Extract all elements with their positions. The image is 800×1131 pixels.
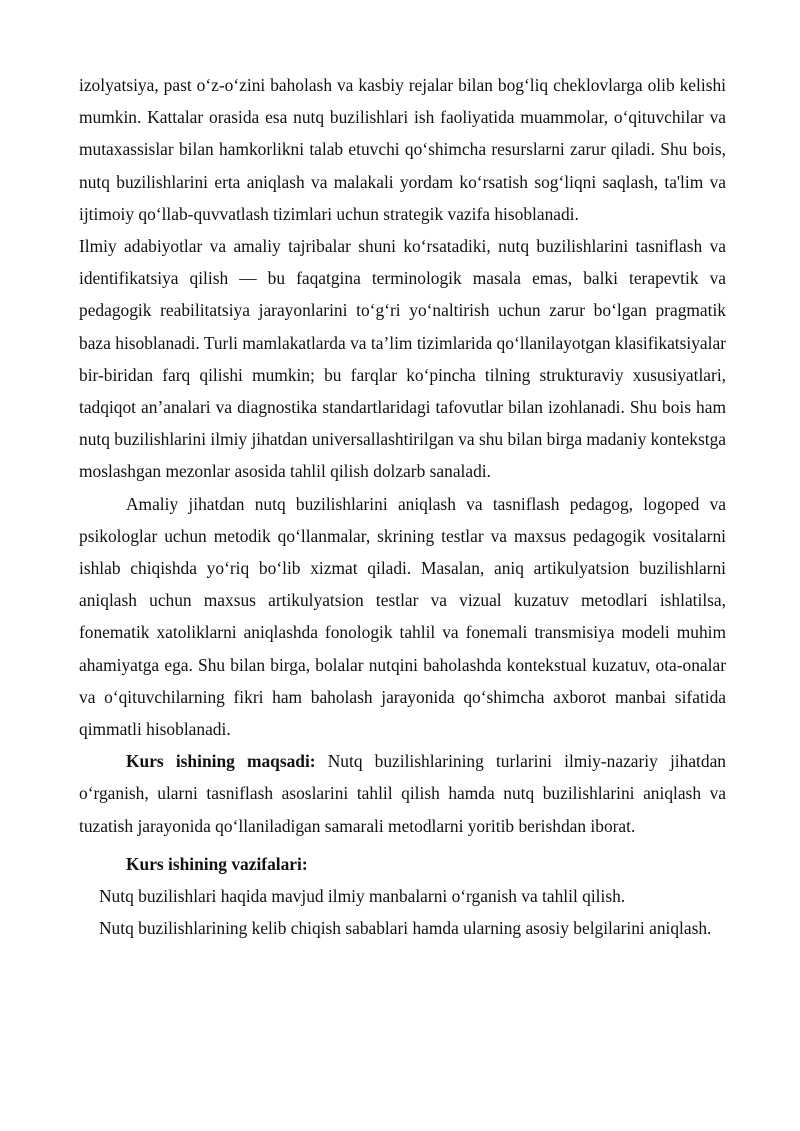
paragraph-classification: Ilmiy adabiyotlar va amaliy tajribalar shuni ko‘rsatadiki, nutq buzilishlarini tasniflash va identifikatsiya qilish — bu faqatgina terminologik masala emas, balki terapevtik va pedagogik reabilitatsiya jarayonlarini to‘g‘ri yo‘naltirish uchun zarur bo‘lgan pragmatik baza hisoblanadi. Turli mamlakatlarda va ta’lim tizimlarida qo‘llanilayotgan klasifikatsiyalar bir-biridan farq qilishi mumkin; bu farqlar ko‘pincha tilning strukturaviy xususiyatlari, tadqiqot an’analari va diagnostika standartlaridagi tafovutlar bilan izohlanadi. Shu bois ham nutq buzilishlarini ilmiy jihatdan universallashtirilgan va shu bilan birga madaniy kontekstga moslashgan mezonlar asosida tahlil qilish dolzarb sanaladi. [79, 236, 726, 482]
tasks-heading: Kurs ishining vazifalari: [126, 853, 308, 874]
task-item-text: Nutq buzilishlari haqida mavjud ilmiy manbalarni o‘rganish va tahlil qilish. [99, 886, 626, 907]
goal-text: Nutq buzilishlarining turlarini ilmiy-nazariy jihatdan o‘rganish, ularni tasniflash asoslarini tahlil qilish hamda nutq buzilishlarini aniqlash va tuzatish jarayonida qo‘llaniladigan samarali metodlarni yoritib berishdan iborat. [79, 751, 726, 836]
task-item-1 [79, 880, 726, 912]
goal-label: Kurs ishining maqsadi: [126, 751, 316, 772]
task-item-2 [79, 912, 726, 944]
task-item-text: Nutq buzilishlarining kelib chiqish sabablari hamda ularning asosiy belgilarini aniqlash. [99, 918, 712, 939]
document-body [79, 69, 726, 944]
paragraph-intro-continuation: izolyatsiya, past o‘z-o‘zini baholash va kasbiy rejalar bilan bog‘liq cheklovlarga olib kelishi mumkin. Kattalar orasida esa nutq buzilishlari ish faoliyatida muammolar, o‘qituvchilar va mutaxassislar bilan hamkorlikni talab etuvchi qo‘shimcha resurslarni zarur qiladi. Shu bois, nutq buzilishlarini erta aniqlash va malakali yordam ko‘rsatish sog‘liqni saqlash, ta'lim va ijtimoiy qo‘llab-quvvatlash tizimlari uchun strategik vazifa hisoblanadi. [79, 75, 726, 224]
paragraph-practical: Amaliy jihatdan nutq buzilishlarini aniqlash va tasniflash pedagog, logoped va psikologlar uchun metodik qo‘llanmalar, skrining testlar va maxsus pedagogik vositalarni ishlab chiqishda yo‘riq bo‘lib xizmat qiladi. Masalan, aniq artikulyatsion buzilishlarni aniqlash uchun maxsus artikulyatsion testlar va vizual kuzatuv metodlari ishlatilsa, fonematik xatoliklarni aniqlashda fonologik tahlil va fonemali transmisiya modeli muhim ahamiyatga ega. Shu bilan birga, bolalar nutqini baholashda kontekstual kuzatuv, ota-onalar va o‘qituvchilarning fikri ham baholash jarayonida qo‘shimcha axborot manbai sifatida qimmatli hisoblanadi. [79, 493, 726, 740]
paragraph-course-goal [79, 745, 726, 842]
